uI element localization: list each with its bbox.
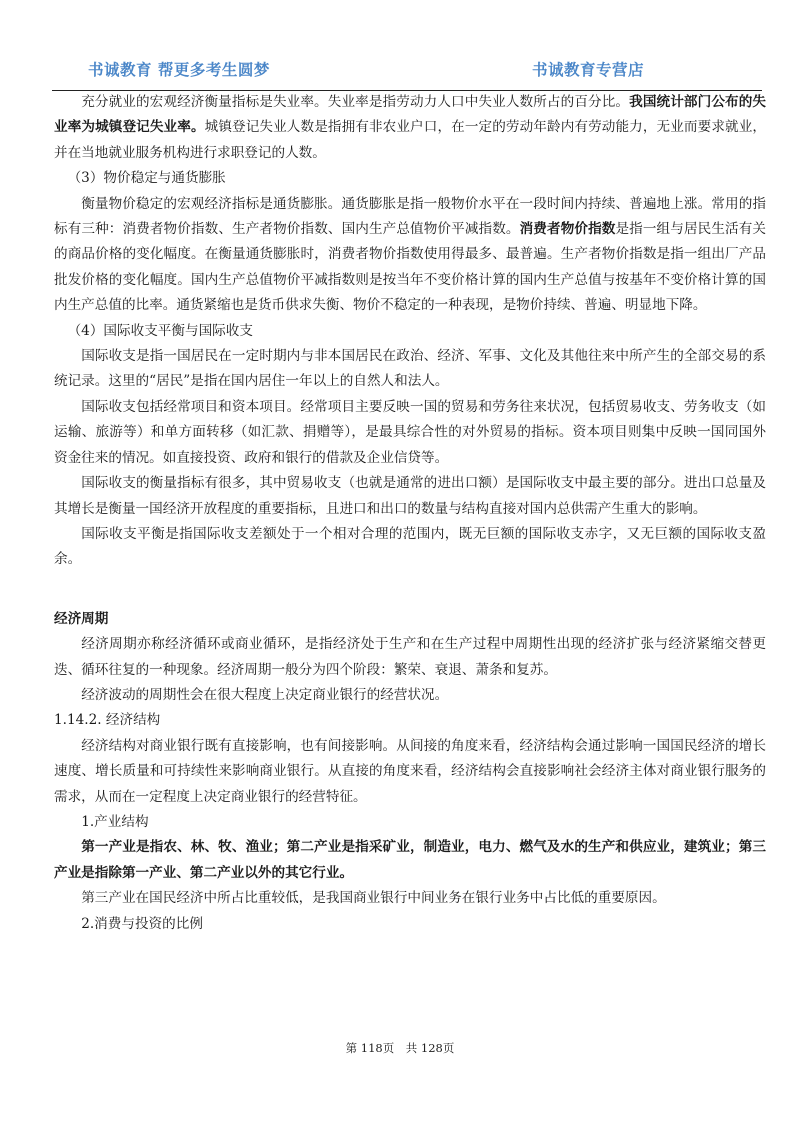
subheading-price-stability: （3）物价稳定与通货膨胀 bbox=[67, 170, 226, 187]
paragraph-tertiary-industry: 第三产业在国民经济中所占比重较低，是我国商业银行中间业务在银行业务中占比低的重要原因。 bbox=[81, 890, 666, 907]
document-body bbox=[54, 90, 766, 937]
paragraph-economic-cycle: 经济周期亦称经济循环或商业循环，是指经济处于生产和在生产过程中周期性出现的经济扩张与经济紧缩交替更迭、循环往复的一种现象。经济周期一般分为四个阶段：繁荣、衰退、萧条和复苏。 bbox=[54, 636, 766, 678]
paragraph-inflation bbox=[54, 192, 766, 319]
text-span: 是指一组与居民生活有关的商品价格的变化幅度。在衡量通货膨胀时，消费者物价指数使用得最多、最普遍。生产者物价指数是指一组出厂产品批发价格的变化幅度。国内生产总值物价平减指数则是按当年不变价格计算的国内生产总值与按基年不变价格计算的国内生产总值的比率。通货紧缩也是货币供求失衡、物价不稳定的一种表现，是物价持续、普遍、明显地下降。 bbox=[54, 221, 767, 314]
bold-text: 消费者物价指数 bbox=[519, 221, 616, 238]
section-heading-economic-cycle: 经济周期 bbox=[54, 610, 109, 627]
header-left-slogan: 书诚教育 帮更多考生圆梦 bbox=[88, 61, 270, 79]
text-span: 城镇登记失业人数是指拥有非农业户口，在一定的劳动年龄内有劳动能力，无业而要求就业，并在当地就业服务机构进行求职登记的人数。 bbox=[54, 119, 767, 161]
paragraph-bop-items: 国际收支包括经常项目和资本项目。经常项目主要反映一国的贸易和劳务往来状况，包括贸易收支、劳务收支（如运输、旅游等）和单方面转移（如汇款、捐赠等），是最具综合性的对外贸易的指标。资本项目则集中反映一国同国外资金往来的情况。如直接投资、政府和银行的借款及企业信贷等。 bbox=[54, 398, 766, 466]
paragraph-economic-structure: 经济结构对商业银行既有直接影响，也有间接影响。从间接的角度来看，经济结构会通过影响一国国民经济的增长速度、增长质量和可持续性来影响商业银行。从直接的角度来看，经济结构会直接影响社会经济主体对商业银行服务的需求，从而在一定程度上决定商业银行的经营特征。 bbox=[54, 737, 766, 805]
text-span: 充分就业的宏观经济衡量指标是失业率。失业率是指劳动力人口中失业人数所占的百分比。 bbox=[81, 94, 630, 110]
page-header bbox=[52, 56, 762, 91]
paragraph-bop-indicators: 国际收支的衡量指标有很多，其中贸易收支（也就是通常的进出口额）是国际收支中最主要的部分。进出口总量及其增长是衡量一国经济开放程度的重要指标，且进口和出口的数量与结构直接对国内总供需产生重大的影响。 bbox=[54, 475, 766, 517]
heading-economic-structure: 1.14.2. 经济结构 bbox=[54, 712, 161, 729]
page-footer: 第 118页 共 128页 bbox=[345, 1041, 455, 1055]
subheading-consumption-investment: 2.消费与投资的比例 bbox=[81, 915, 203, 932]
bold-text: 我国统计部门公布的失业率为城镇登记失业率。 bbox=[54, 94, 767, 136]
paragraph-unemployment bbox=[54, 90, 766, 166]
bold-text: 第一产业是指农、林、牧、渔业；第二产业是指采矿业，制造业，电力、燃气及水的生产和供应业，建筑业；第三产业是指除第一产业、第二产业以外的其它行业。 bbox=[54, 839, 766, 881]
paragraph-bop-definition: 国际收支是指一国居民在一定时期内与非本国居民在政治、经济、军事、文化及其他往来中所产生的全部交易的系统记录。这里的“居民”是指在国内居住一年以上的自然人和法人。 bbox=[54, 348, 766, 390]
paragraph-bop-balance: 国际收支平衡是指国际收支差额处于一个相对合理的范围内，既无巨额的国际收支赤字，又无巨额的国际收支盈余。 bbox=[54, 525, 766, 568]
subheading-balance-of-payments: （4）国际收支平衡与国际收支 bbox=[67, 322, 253, 339]
header-right-store: 书诚教育专营店 bbox=[531, 61, 644, 79]
text-span: 衡量物价稳定的宏观经济指标是通货膨胀。通货膨胀是指一般物价水平在一段时间内持续、普遍地上涨。常用的指标有三种：消费者物价指数、生产者物价指数、国内生产总值物价平减指数。 bbox=[54, 195, 766, 238]
paragraph-cycle-impact: 经济波动的周期性会在很大程度上决定商业银行的经营状况。 bbox=[81, 686, 449, 703]
subheading-industrial-structure: 1.产业结构 bbox=[81, 813, 149, 830]
paragraph-industry-definitions bbox=[54, 835, 766, 886]
